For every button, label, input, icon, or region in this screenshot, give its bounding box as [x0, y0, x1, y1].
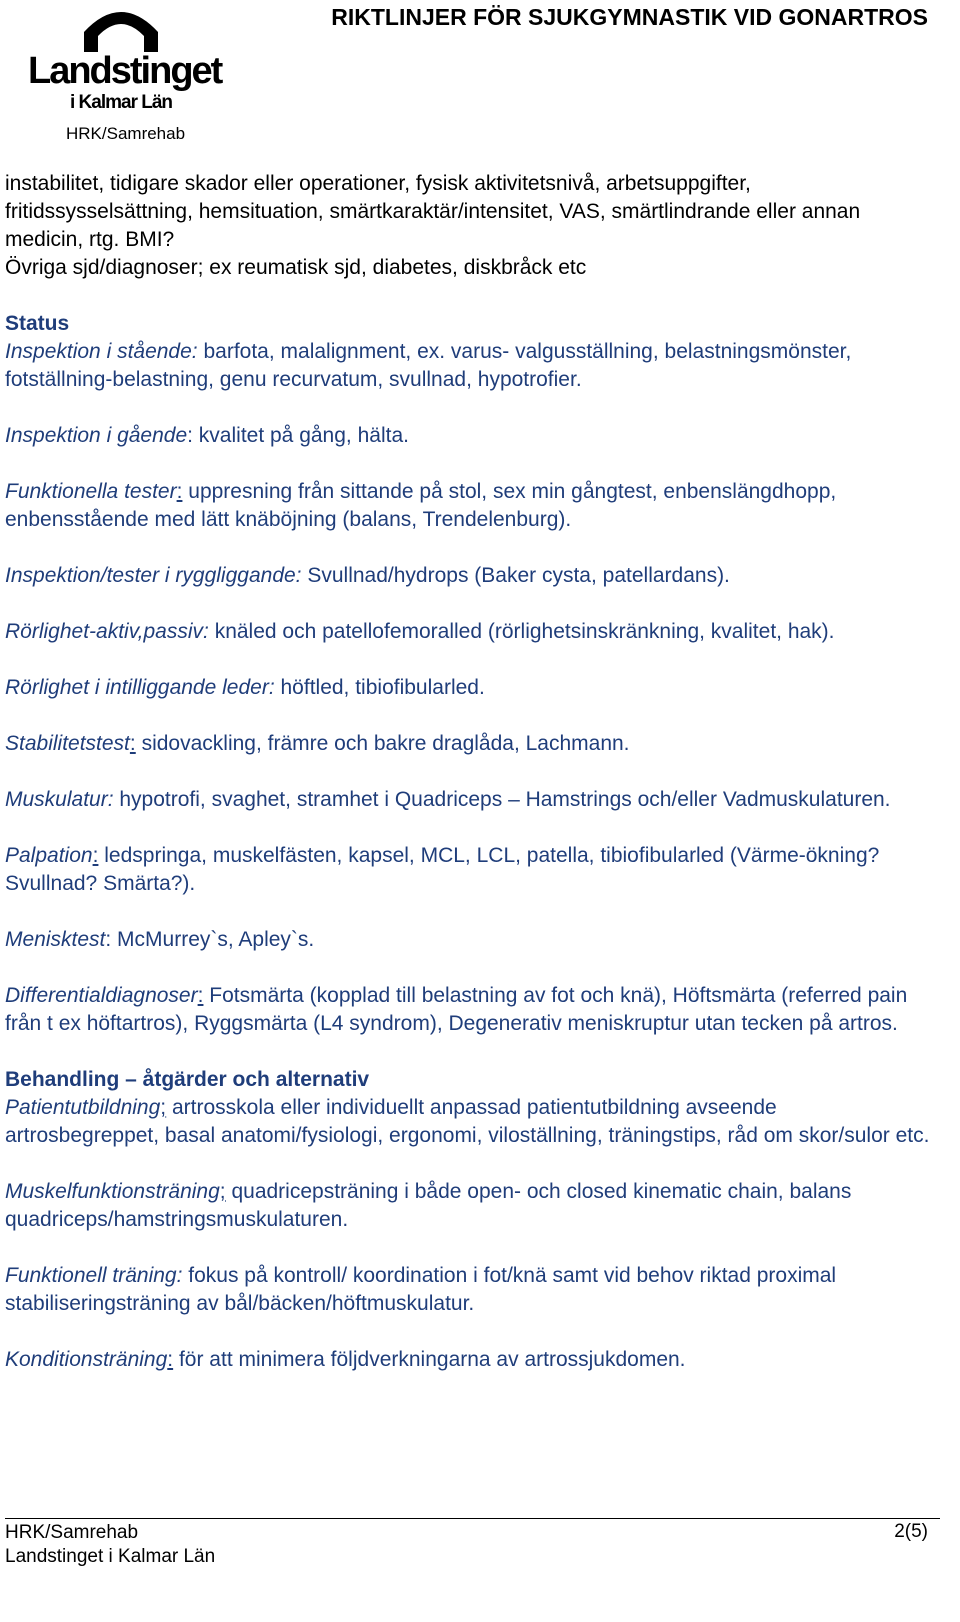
- functional-tests-colon: :: [176, 480, 183, 503]
- differential-diagnoses-label: Differentialdiagnoser: [5, 984, 198, 1007]
- adjacent-joints-text: höftled, tibiofibularled.: [274, 676, 485, 699]
- patient-education: [5, 1094, 930, 1150]
- stability-test: [5, 730, 930, 758]
- differential-diagnoses-colon: :: [197, 984, 204, 1007]
- inspection-walking-label: Inspektion i gående: [5, 424, 188, 447]
- mobility: [5, 618, 930, 646]
- inspection-standing-label: Inspektion i stående:: [5, 340, 198, 363]
- palpation: [5, 842, 930, 898]
- logo-arch-icon: [80, 6, 162, 52]
- muscle-function-training: [5, 1178, 930, 1234]
- supine-tests: [5, 562, 930, 590]
- footer-department: HRK/Samrehab: [5, 1522, 139, 1543]
- supine-tests-label: Inspektion/tester i ryggliggande:: [5, 564, 302, 587]
- meniscus-test-text: : McMurrey`s, Apley`s.: [105, 928, 315, 951]
- treatment-heading: Behandling – åtgärder och alternativ: [5, 1068, 370, 1091]
- other-diagnoses-line: Övriga sjd/diagnoser; ex reumatisk sjd, diabetes, diskbråck etc: [5, 256, 587, 279]
- functional-tests-label: Funktionella tester: [5, 480, 177, 503]
- header-department: HRK/Samrehab: [66, 124, 186, 143]
- stability-test-colon: :: [129, 732, 136, 755]
- adjacent-joints-label: Rörlighet i intilliggande leder:: [5, 676, 275, 699]
- status-heading: Status: [5, 312, 70, 335]
- muscle-function-training-label: Muskelfunktionsträning: [5, 1180, 220, 1203]
- inspection-walking: [5, 422, 930, 450]
- musculature-label: Muskulatur:: [5, 788, 114, 811]
- inspection-standing-text: barfota, malalignment, ex. varus- valgusställning, belastningsmönster, fotställning-belastning, genu recurvatum, svullnad, hypotrofier.: [5, 340, 852, 391]
- functional-tests-text: uppresning från sittande på stol, sex min gångtest, enbenslängdhopp, enbensstående med lätt knäböjning (balans, Trendelenburg).: [5, 480, 837, 531]
- document-title: RIKTLINJER FÖR SJUKGYMNASTIK VID GONARTROS: [331, 4, 928, 30]
- footer-organization: Landstinget i Kalmar Län: [5, 1546, 216, 1567]
- functional-tests: [5, 478, 930, 534]
- musculature-text: hypotrofi, svaghet, stramhet i Quadriceps – Hamstrings och/eller Vadmuskulaturen.: [113, 788, 891, 811]
- footer: [5, 1521, 215, 1569]
- conditioning-training-label: Konditionsträning: [5, 1348, 168, 1371]
- patient-education-colon: ;: [160, 1096, 167, 1119]
- mobility-text: knäled och patellofemoralled (rörlighetsinskränkning, kvalitet, hak).: [208, 620, 835, 643]
- inspection-walking-text: : kvalitet på gång, hälta.: [187, 424, 409, 447]
- muscle-function-training-colon: ;: [219, 1180, 226, 1203]
- supine-tests-text: Svullnad/hydrops (Baker cysta, patellardans).: [301, 564, 730, 587]
- meniscus-test-label: Menisktest: [5, 928, 106, 951]
- functional-training-text: fokus på kontroll/ koordination i fot/knä samt vid behov riktad proximal stabiliseringsträning av bål/bäcken/höftmuskulatur.: [5, 1264, 837, 1315]
- muscle-function-training-text: quadricepsträning i både open- och closed kinematic chain, balans quadriceps/hamstringsmuskulaturen.: [5, 1180, 852, 1231]
- intro-paragraph: instabilitet, tidigare skador eller operationer, fysisk aktivitetsnivå, arbetsuppgifter, fritidssysselsättning, hemsituation, smärtkaraktär/intensitet, VAS, smärtlindrande eller annan medicin, rtg. BMI?: [5, 172, 861, 251]
- inspection-standing: [5, 338, 930, 394]
- stability-test-text: sidovackling, främre och bakre draglåda, Lachmann.: [135, 732, 630, 755]
- stability-test-label: Stabilitetstest: [5, 732, 130, 755]
- differential-diagnoses: [5, 982, 930, 1038]
- palpation-colon: :: [92, 844, 99, 867]
- adjacent-joints: [5, 674, 930, 702]
- organization-logo: [28, 6, 222, 114]
- patient-education-label: Patientutbildning: [5, 1096, 161, 1119]
- patient-education-text: artrosskola eller individuellt anpassad patientutbildning avseende artrosbegreppet, basal anatomi/fysiologi, ergonomi, viloställning, träningstips, råd om skor/sulor etc.: [5, 1096, 930, 1147]
- document-body: [5, 170, 930, 1402]
- footer-divider: [5, 1518, 940, 1519]
- conditioning-training: [5, 1346, 930, 1374]
- mobility-label: Rörlighet-aktiv,passiv:: [5, 620, 209, 643]
- logo-subtitle: i Kalmar Län: [70, 92, 173, 113]
- palpation-text: ledspringa, muskelfästen, kapsel, MCL, LCL, patella, tibiofibularled (Värme-ökning? Svullnad? Smärta?).: [5, 844, 880, 895]
- musculature: [5, 786, 930, 814]
- logo-wordmark: Landstinget: [28, 50, 222, 92]
- conditioning-training-colon: :: [167, 1348, 174, 1371]
- page-number: 2(5): [894, 1521, 928, 1542]
- differential-diagnoses-text: Fotsmärta (kopplad till belastning av fot och knä), Höftsmärta (referred pain från t ex höftartros), Ryggsmärta (L4 syndrom), Degenerativ meniskruptur utan tecken på artros.: [5, 984, 908, 1035]
- conditioning-training-text: för att minimera följdverkningarna av artrossjukdomen.: [173, 1348, 686, 1371]
- palpation-label: Palpation: [5, 844, 93, 867]
- meniscus-test: [5, 926, 930, 954]
- functional-training-label: Funktionell träning:: [5, 1264, 183, 1287]
- functional-training: [5, 1262, 930, 1318]
